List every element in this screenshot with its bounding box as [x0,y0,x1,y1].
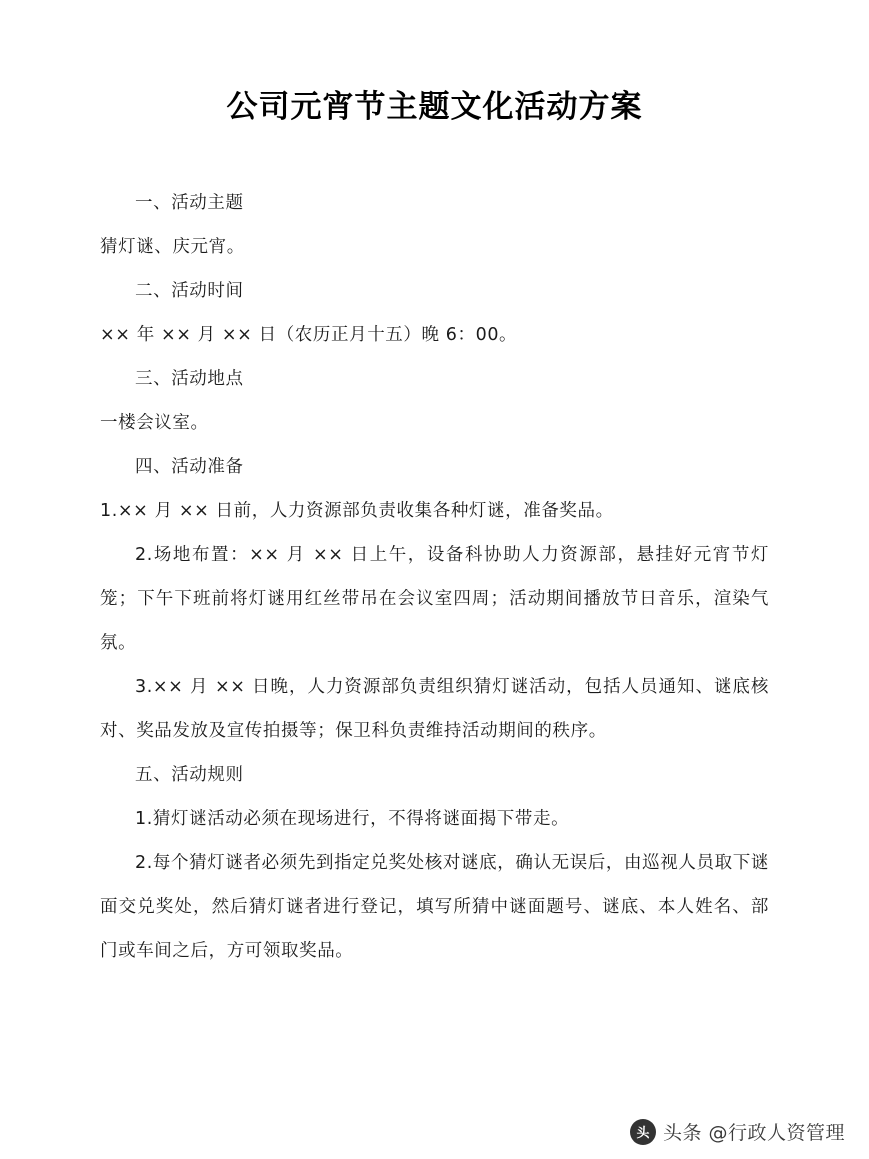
paragraph: 四、活动准备 [135,457,244,478]
page-title: 公司元宵节主题文化活动方案 [226,89,643,125]
paragraph: 三、活动地点 [135,369,244,390]
paragraph: 2.每个猜灯谜者必须先到指定兑奖处核对谜底，确认无误后，由巡视人员取下谜面交兑奖处，然后猜灯谜者进行登记，填写所猜中谜面题号、谜底、本人姓名、部门或车间之后，方可领取奖品。 [100,853,769,962]
paragraph: ×× 年 ×× 月 ×× 日（农历正月十五）晚 6：00。 [100,325,518,346]
paragraph: 五、活动规则 [135,765,244,786]
watermark-label: 头条 @行政人资管理 [662,1122,845,1144]
paragraph: 一楼会议室。 [100,413,209,434]
paragraph: 一、活动主题 [135,193,244,214]
paragraph: 猜灯谜、庆元宵。 [100,237,245,258]
paragraph: 1.猜灯谜活动必须在现场进行，不得将谜面揭下带走。 [135,809,570,830]
paragraph: 3.×× 月 ×× 日晚，人力资源部负责组织猜灯谜活动，包括人员通知、谜底核对、奖品发放及宣传拍摄等；保卫科负责维持活动期间的秩序。 [100,677,769,742]
toutiao-logo-icon: 头 [630,1119,656,1145]
paragraph: 2.场地布置：×× 月 ×× 日上午，设备科协助人力资源部，悬挂好元宵节灯笼；下午下班前将灯谜用红丝带吊在会议室四周；活动期间播放节日音乐，渲染气氛。 [100,545,769,654]
paragraph: 1.×× 月 ×× 日前，人力资源部负责收集各种灯谜，准备奖品。 [100,501,614,522]
paragraph: 二、活动时间 [135,281,244,302]
document-body [100,181,769,973]
watermark [630,1118,845,1145]
